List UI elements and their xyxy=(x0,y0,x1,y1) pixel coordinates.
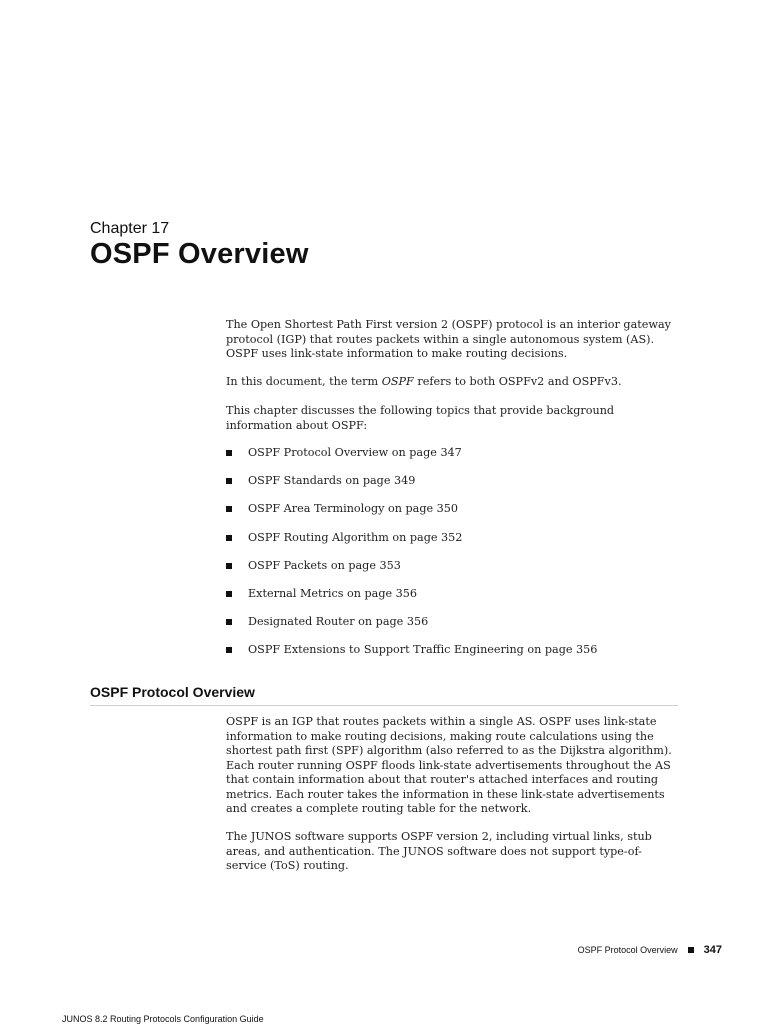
section-paragraph xyxy=(226,715,681,817)
topics-intro-text: This chapter discusses the following topics that provide background information about OSPF: xyxy=(226,404,615,432)
topic-link[interactable]: OSPF Standards on page 349 xyxy=(248,474,416,488)
topic-item[interactable] xyxy=(226,559,686,587)
footer-section-name: OSPF Protocol Overview xyxy=(577,945,678,955)
chapter-title: OSPF Overview xyxy=(90,238,309,270)
footer-separator-square-icon xyxy=(688,947,694,953)
topic-list xyxy=(226,446,686,672)
topic-item[interactable] xyxy=(226,615,686,643)
topic-item[interactable] xyxy=(226,587,686,615)
topics-intro-paragraph xyxy=(226,404,681,433)
bullet-square-icon xyxy=(226,619,232,625)
bullet-square-icon xyxy=(226,563,232,569)
topic-link[interactable]: External Metrics on page 356 xyxy=(248,586,418,600)
bullet-square-icon xyxy=(226,535,232,541)
section-paragraph xyxy=(226,830,681,874)
bullet-square-icon xyxy=(226,506,232,512)
bullet-square-icon xyxy=(226,478,232,484)
section-paragraph-text: The JUNOS software supports OSPF version 2, including virtual links, stub areas, and authentication. The JUNOS software does not support type-of-service (ToS) routing. xyxy=(226,830,652,872)
topic-item[interactable] xyxy=(226,446,686,474)
bullet-square-icon xyxy=(226,647,232,653)
book-title: JUNOS 8.2 Routing Protocols Configuration Guide xyxy=(62,1014,264,1024)
topic-link[interactable]: Designated Router on page 356 xyxy=(248,615,429,629)
page-number: 347 xyxy=(703,944,722,956)
topic-link[interactable]: OSPF Area Terminology on page 350 xyxy=(248,502,459,516)
terminology-text-after: refers to both OSPFv2 and OSPFv3. xyxy=(413,375,622,388)
section-divider xyxy=(90,705,678,706)
topic-link[interactable]: OSPF Protocol Overview on page 347 xyxy=(248,446,462,459)
intro-paragraph-text: The Open Shortest Path First version 2 (OSPF) protocol is an interior gateway protocol (IGP) that routes packets within a single autonomous system (AS). OSPF uses link-state information to make routing decisions. xyxy=(226,318,671,360)
topic-link[interactable]: OSPF Packets on page 353 xyxy=(248,558,401,572)
page-footer-right xyxy=(578,944,722,956)
chapter-label: Chapter 17 xyxy=(90,220,170,237)
section-paragraph-text: OSPF is an IGP that routes packets within a single AS. OSPF uses link-state information to make routing decisions, making route calculations using the shortest path first (SPF) algorithm (also referred to as the Dijkstra algorithm). Each router running OSPF floods link-state advertisements throughout the AS that contain information about that router's attached interfaces and routing metrics. Each router takes the information in these link-state advertisements and creates a complete routing table for the network. xyxy=(226,715,672,815)
terminology-paragraph xyxy=(226,375,681,390)
section-heading: OSPF Protocol Overview xyxy=(90,684,255,700)
terminology-term: OSPF xyxy=(381,375,414,388)
topic-item[interactable] xyxy=(226,531,686,559)
bullet-square-icon xyxy=(226,591,232,597)
topic-item[interactable] xyxy=(226,474,686,502)
intro-paragraph xyxy=(226,318,681,362)
terminology-text-before: In this document, the term xyxy=(226,375,382,388)
topic-link[interactable]: OSPF Routing Algorithm on page 352 xyxy=(248,530,463,544)
topic-link[interactable]: OSPF Extensions to Support Traffic Engineering on page 356 xyxy=(248,643,598,657)
topic-item[interactable] xyxy=(226,643,686,671)
bullet-square-icon xyxy=(226,450,232,456)
topic-item[interactable] xyxy=(226,502,686,530)
